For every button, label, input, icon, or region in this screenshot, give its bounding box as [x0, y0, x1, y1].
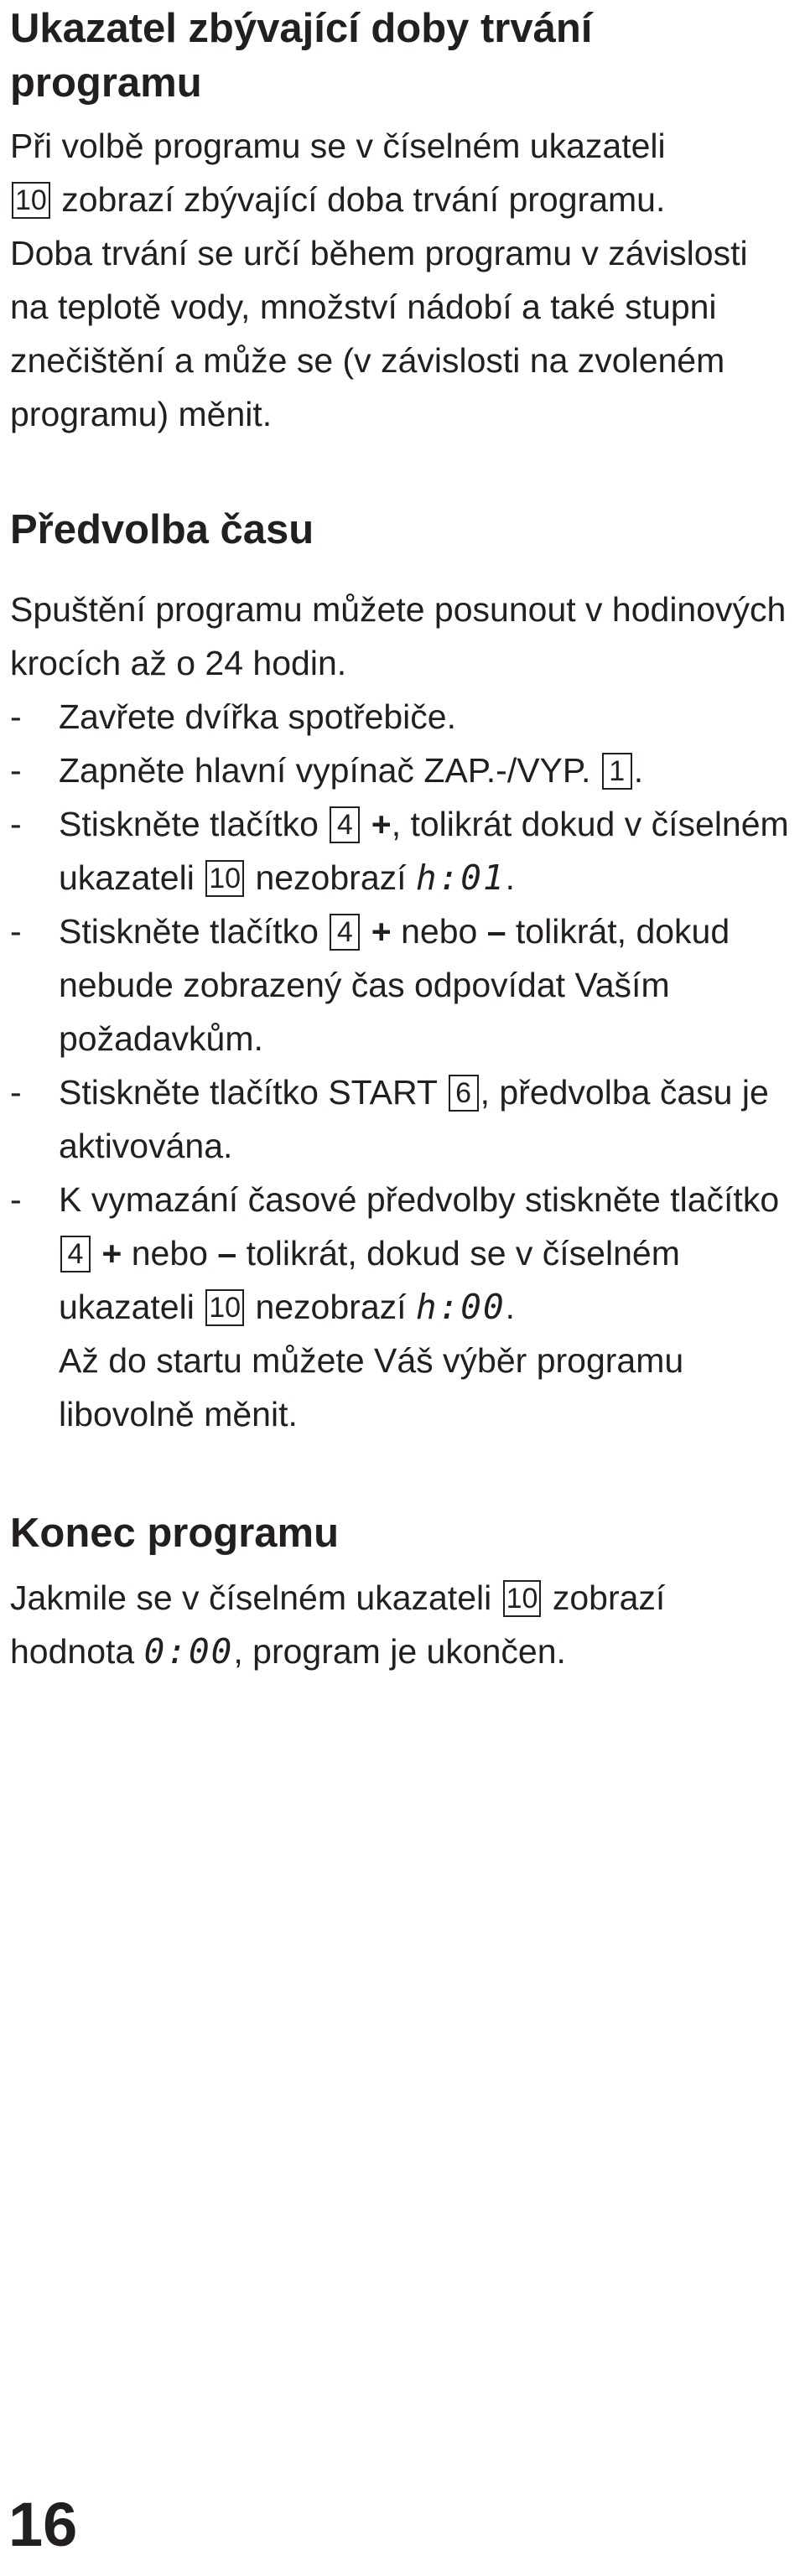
list-item: - Zapněte hlavní vypínač ZAP.-/VYP. 1 . [10, 751, 644, 790]
heading-program-end: Konec programu [10, 1511, 340, 1556]
display-readout: h:00 [415, 1287, 506, 1327]
heading-line-2: programu [10, 60, 202, 106]
ref-box-1: 1 [602, 753, 632, 790]
ref-box-6: 6 [449, 1075, 479, 1112]
list-item: - Stiskněte tlačítko 4 +, tolikrát dokud v číselném ukazateli 10 nezobrazí h:01. [10, 805, 789, 898]
section-delay-start [10, 503, 795, 1441]
ref-box-10: 10 [205, 1289, 244, 1326]
display-readout: 0:00 [143, 1631, 234, 1672]
remaining-paragraph-2: Doba trvání se určí během programu v závislosti na teplotě vody, množství nádobí a také stupni znečištění a může se (v závislosti na zvoleném programu) měnit. [10, 234, 748, 433]
list-item: - Stiskněte tlačítko START 6 , předvolba času je aktivována. [10, 1073, 769, 1165]
plus-symbol: + [371, 912, 392, 951]
ref-box-10: 10 [503, 1580, 542, 1617]
section-remaining-time [10, 2, 795, 441]
step-note: Až do startu můžete Váš výběr programu libovolně měnit. [59, 1341, 684, 1433]
minus-symbol: – [217, 1234, 237, 1272]
plus-symbol: + [101, 1234, 122, 1272]
display-readout: h:01 [415, 858, 506, 898]
heading-line-1: Ukazatel zbývající doby trvání [10, 6, 593, 51]
ref-box-4: 4 [330, 806, 360, 843]
list-item: - Stiskněte tlačítko 4 + nebo – tolikrát, dokud nebude zobrazený čas odpovídat Vaším požadavkům. [10, 912, 730, 1058]
delay-intro: Spuštění programu můžete posunout v hodinových krocích až o 24 hodin. [10, 590, 787, 682]
list-item: - K vymazání časové předvolby stiskněte tlačítko 4 + nebo – tolikrát, dokud se v číselném ukazateli 10 nezobrazí h:00. Až do startu můžete Váš výběr programu libovolně měnit. [10, 1180, 780, 1433]
ref-box-10: 10 [12, 182, 50, 219]
section-program-end [10, 1506, 795, 1678]
remaining-paragraph-1: Při volbě programu se v číselném ukazateli 10 zobrazí zbývající doba trvání programu. [10, 127, 666, 219]
end-paragraph: Jakmile se v číselném ukazateli 10 zobrazí hodnota 0:00, program je ukončen. [10, 1578, 666, 1672]
page-content [10, 0, 795, 1678]
plus-symbol: + [371, 805, 392, 843]
ref-box-4: 4 [330, 914, 360, 951]
ref-box-10: 10 [205, 860, 244, 897]
delay-steps [10, 690, 795, 1441]
page-number: 16 [8, 2490, 78, 2559]
heading-delay-start: Předvolba času [10, 507, 314, 552]
minus-symbol: – [486, 912, 506, 951]
list-item: - Zavřete dvířka spotřebiče. [10, 697, 456, 736]
heading-remaining-time [10, 2, 795, 111]
ref-box-4: 4 [60, 1236, 91, 1272]
